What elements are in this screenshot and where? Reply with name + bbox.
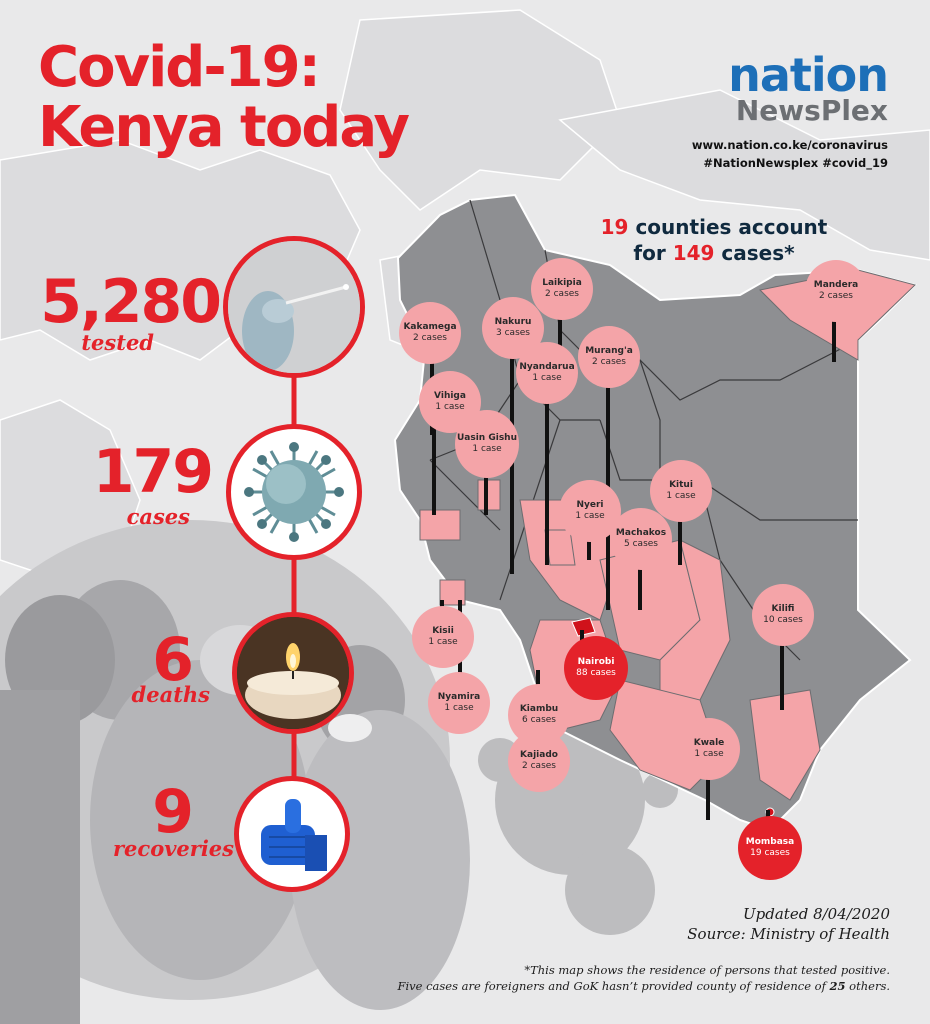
- county-name: Nakuru: [494, 317, 532, 327]
- stat-cases-value: 179: [92, 437, 212, 507]
- county-name: Kitui: [669, 480, 693, 490]
- stat-tested-value: 5,280: [40, 267, 220, 337]
- county-cases: 2 cases: [592, 357, 626, 367]
- county-cases: 2 cases: [545, 289, 579, 299]
- people-photo-silhouette: [0, 520, 470, 1024]
- stat-deaths-value: 6: [152, 625, 192, 695]
- footnote-line-2-prefix: Five cases are foreigners and GoK hasn’t provided county of residence of: [397, 979, 830, 993]
- footnote-line-2: [397, 978, 890, 994]
- county-cases: 2 cases: [413, 333, 447, 343]
- tested-photo-circle: [223, 236, 365, 378]
- county-laikipia: [531, 258, 593, 320]
- county-mombasa: [738, 816, 802, 880]
- stat-recoveries-value: 9: [152, 777, 192, 847]
- stat-recoveries-label: recoveries: [112, 836, 234, 861]
- county-name: Kisii: [432, 626, 454, 636]
- county-name: Uasin Gishu: [456, 433, 517, 443]
- county-name: Vihiga: [434, 391, 466, 401]
- county-machakos: [610, 508, 672, 570]
- county-cases: 1 case: [666, 491, 696, 501]
- county-cases: 10 cases: [763, 615, 803, 625]
- county-cases: 1 case: [428, 637, 458, 647]
- virus-circle: [226, 424, 362, 560]
- county-muranga: [578, 326, 640, 388]
- logo-hashtags: #NationNewsplex #covid_19: [703, 156, 888, 170]
- county-name: Kakamega: [403, 322, 457, 332]
- county-name: Kiambu: [519, 704, 559, 714]
- stat-tested-label: tested: [81, 330, 154, 355]
- headline-text-3: cases*: [721, 241, 795, 265]
- thumbs-up-icon: [239, 781, 345, 887]
- footnote: [397, 962, 890, 994]
- candle-icon: [237, 617, 349, 729]
- county-name: Laikipia: [542, 278, 582, 288]
- footnote-line-1: *This map shows the residence of persons that tested positive.: [524, 963, 890, 977]
- county-name: Kilifi: [771, 604, 795, 614]
- county-cases: 1 case: [694, 749, 724, 759]
- county-nyamira: [428, 672, 490, 734]
- update-info: [687, 904, 890, 944]
- pin-nyandarua: [545, 385, 549, 565]
- county-name: Nyandarua: [519, 362, 575, 372]
- footnote-unknown-count: 25: [829, 979, 846, 993]
- county-uasin-gishu: [455, 410, 519, 478]
- county-cases: 1 case: [435, 402, 465, 412]
- logo-nation-text: nation: [728, 48, 888, 102]
- logo-newsplex-text: NewsPlex: [735, 94, 888, 127]
- map-headline: [578, 214, 850, 266]
- county-name: Nyamira: [437, 692, 481, 702]
- county-kitui: [650, 460, 712, 522]
- data-source: Source: Ministry of Health: [687, 925, 890, 943]
- county-nyandarua: [516, 342, 578, 404]
- county-mandera: [805, 260, 867, 322]
- virus-icon: [231, 429, 357, 555]
- county-kwale: [678, 718, 740, 780]
- page-title: [38, 35, 408, 160]
- county-cases: 2 cases: [522, 761, 556, 771]
- title-line-2: Kenya today: [38, 95, 408, 160]
- county-name: Murang'a: [585, 346, 633, 356]
- updated-date: Updated 8/04/2020: [743, 905, 890, 923]
- county-cases: 1 case: [444, 703, 474, 713]
- county-name: Nyeri: [576, 500, 604, 510]
- county-name: Mandera: [813, 280, 859, 290]
- county-cases: 5 cases: [624, 539, 658, 549]
- logo-url: www.nation.co.ke/coronavirus: [691, 138, 888, 152]
- footnote-line-2-suffix: others.: [845, 979, 890, 993]
- county-kajiado: [508, 730, 570, 792]
- county-cases: 1 case: [575, 511, 605, 521]
- headline-case-count: 149: [672, 241, 715, 265]
- county-name: Kajiado: [520, 750, 558, 760]
- county-cases: 88 cases: [576, 668, 616, 678]
- county-name: Machakos: [615, 528, 667, 538]
- headline-text-1: counties account: [635, 215, 828, 239]
- stat-cases-label: cases: [126, 504, 190, 529]
- headline-county-count: 19: [600, 215, 629, 239]
- county-cases: 19 cases: [750, 848, 790, 858]
- county-name: Mombasa: [745, 837, 795, 847]
- county-kakamega: [399, 302, 461, 364]
- county-kilifi: [752, 584, 814, 646]
- candle-circle: [232, 612, 354, 734]
- county-nairobi: [564, 636, 628, 700]
- county-cases: 1 case: [472, 444, 502, 454]
- county-cases: 3 cases: [496, 328, 530, 338]
- county-name: Nairobi: [577, 657, 615, 667]
- county-cases: 6 cases: [522, 715, 556, 725]
- county-name: Kwale: [693, 738, 725, 748]
- county-cases: 2 cases: [819, 291, 853, 301]
- stat-deaths-label: deaths: [131, 682, 210, 707]
- swab-test-icon: [228, 241, 360, 373]
- headline-text-2: for: [633, 241, 666, 265]
- nation-newsplex-logo: [691, 48, 888, 172]
- county-kisii: [412, 606, 474, 668]
- county-cases: 1 case: [532, 373, 562, 383]
- title-line-1: Covid-19:: [38, 35, 319, 100]
- thumbs-up-circle: [234, 776, 350, 892]
